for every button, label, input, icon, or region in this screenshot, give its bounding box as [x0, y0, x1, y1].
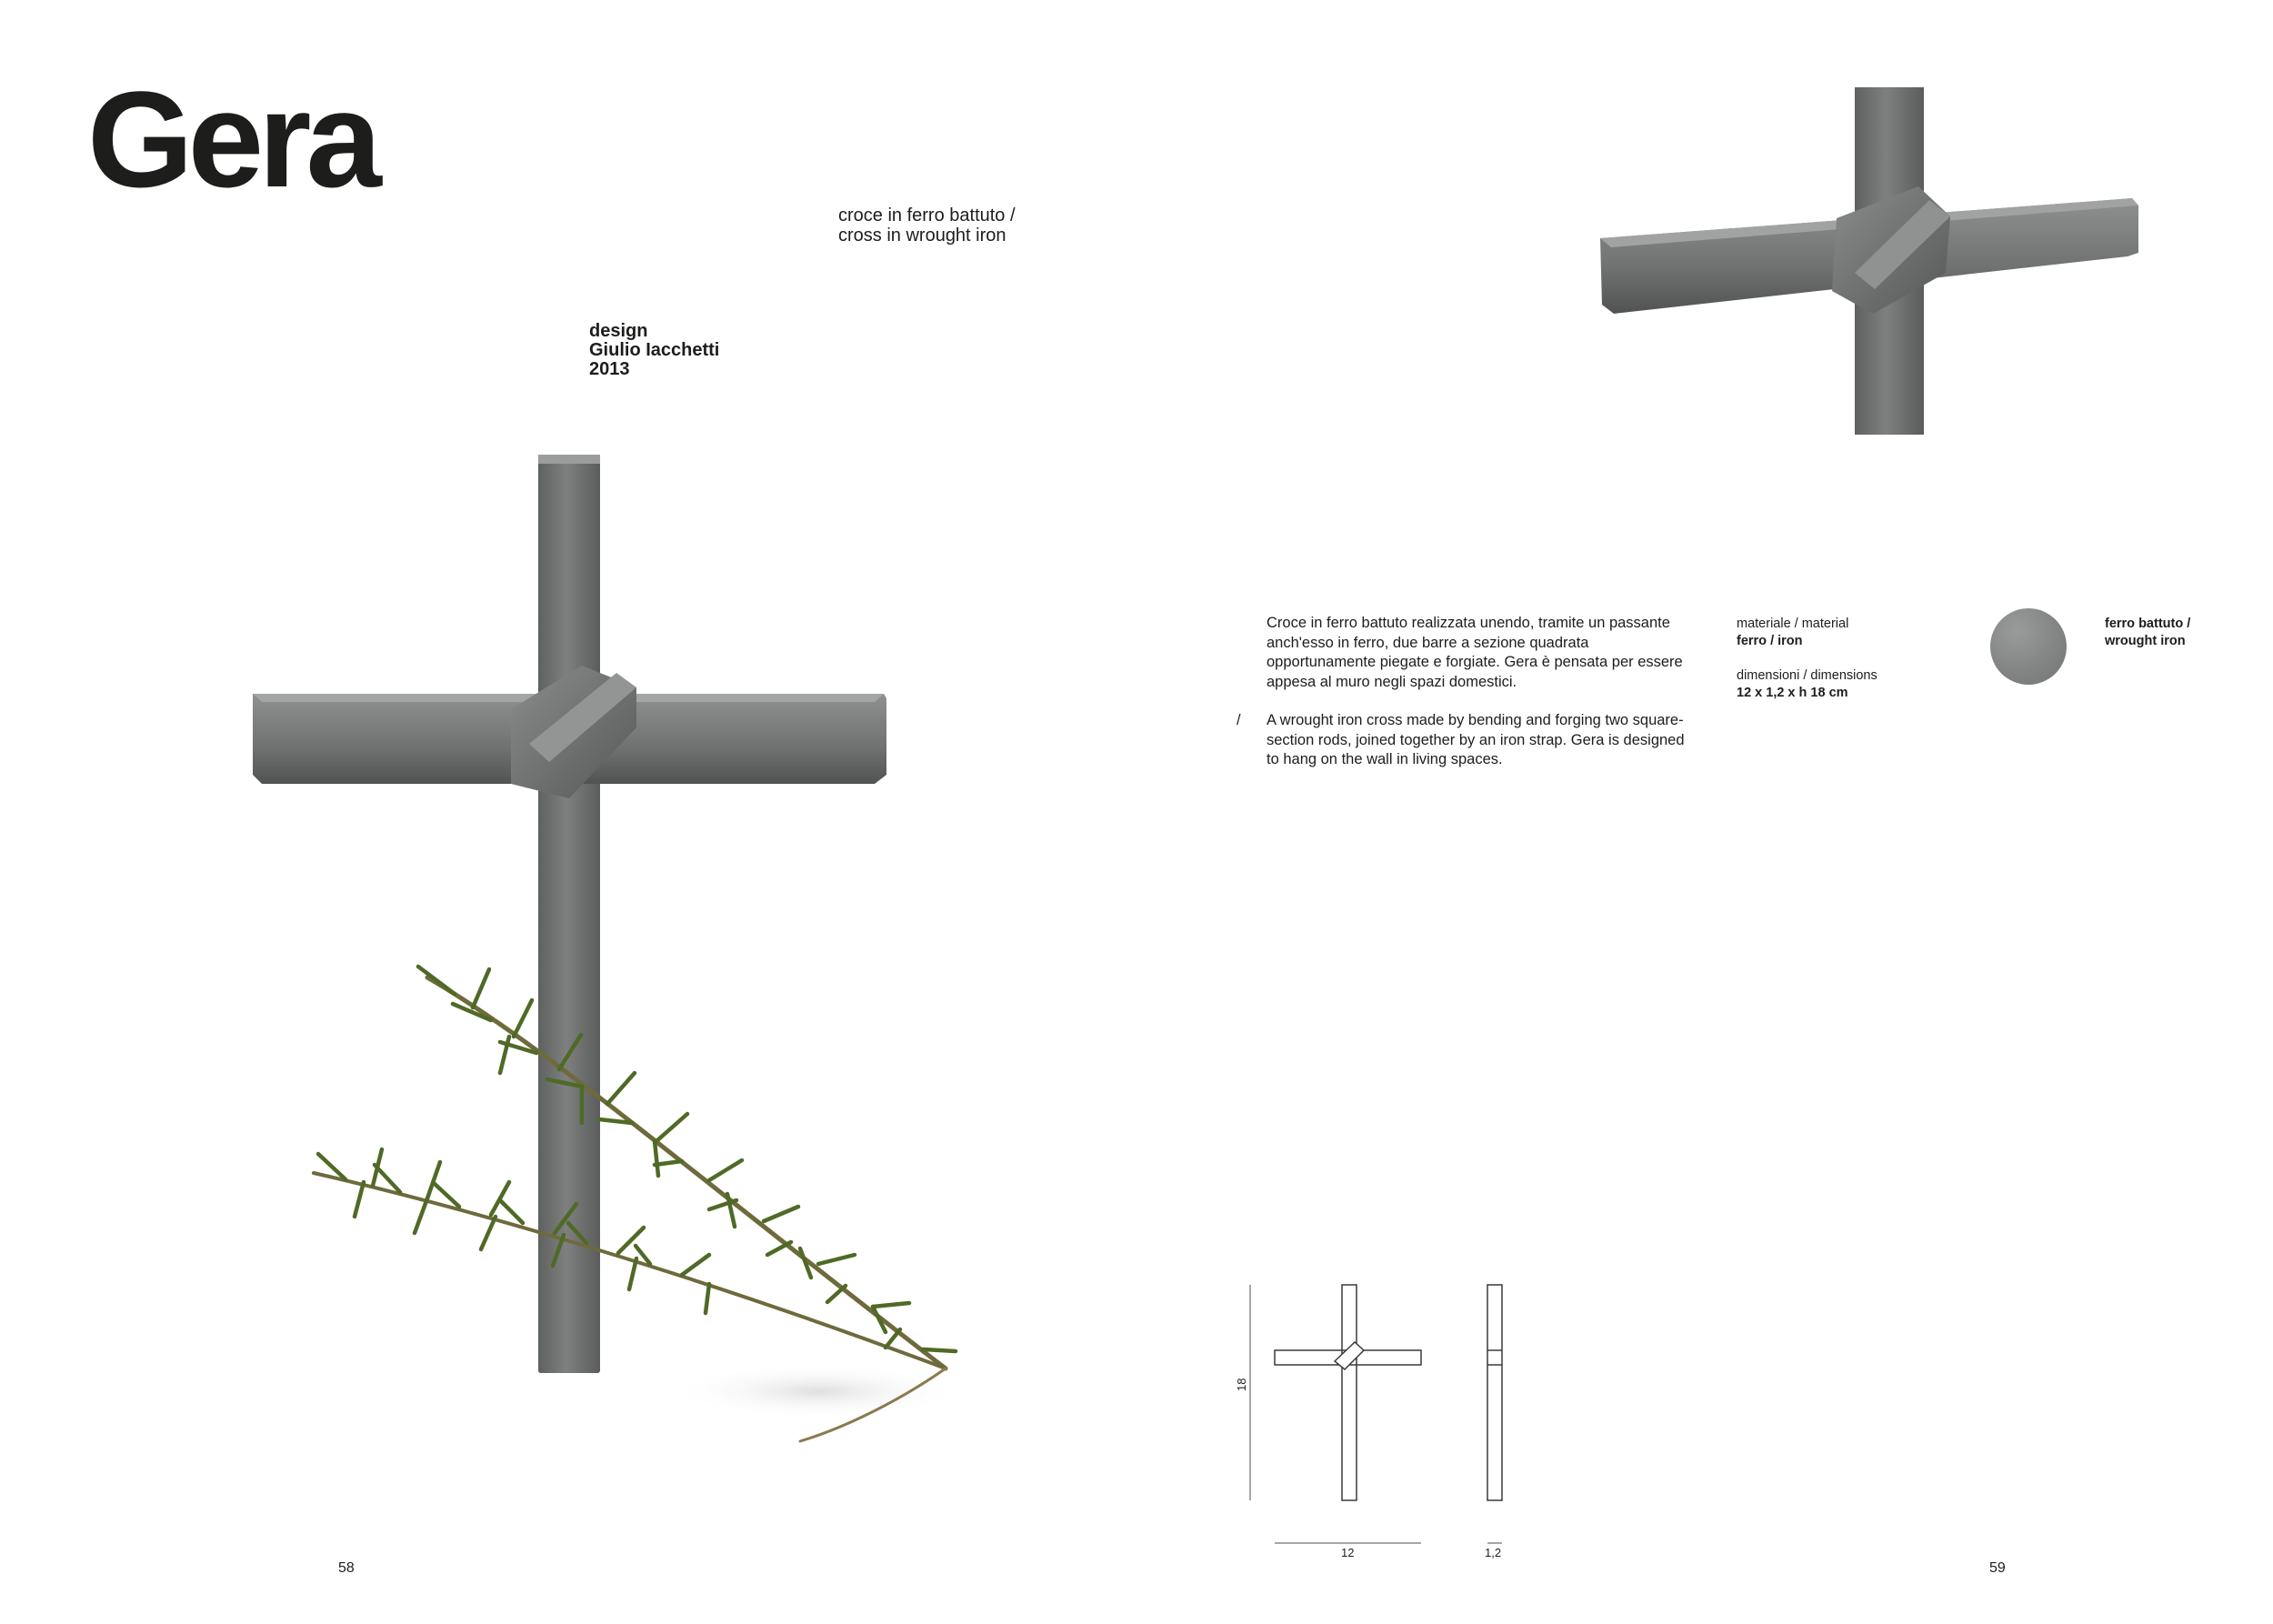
finish-label-italian: ferro battuto /: [2105, 617, 2191, 631]
drawing-height-label: 18: [1235, 1378, 1248, 1391]
finish-label: [2105, 616, 2190, 650]
subtitle-italian: croce in ferro battuto /: [838, 206, 1016, 226]
product-title: Gera: [87, 63, 376, 216]
cross-photo: [253, 455, 886, 1373]
design-credits: [589, 322, 719, 379]
material-value: ferro / iron: [1737, 634, 1803, 648]
product-subtitle: [838, 206, 1016, 246]
product-specs: [1737, 616, 1877, 702]
product-description: [1237, 614, 1685, 770]
subtitle-english: cross in wrought iron: [838, 226, 1006, 246]
dimensions-label: dimensioni / dimensions: [1737, 668, 1877, 683]
description-english-block: [1237, 711, 1685, 770]
design-year: 2013: [589, 359, 630, 379]
designer-name: Giulio Iacchetti: [589, 340, 720, 360]
rosemary-sprig: [314, 967, 964, 1441]
material-label: materiale / material: [1737, 617, 1849, 631]
drawing-width-label: 12: [1341, 1546, 1355, 1559]
finish-label-english: wrought iron: [2105, 634, 2186, 648]
dimensions-value: 12 x 1,2 x h 18 cm: [1737, 686, 1848, 700]
description-italian: Croce in ferro battuto realizzata unendo, tramite un passante anch'esso in ferro, due barre a sezione quadrata opportunamente piegate e forgiate. Gera è pensata per essere appesa al muro negli spazi domestici.: [1267, 615, 1683, 690]
page-number-left: 58: [338, 1560, 355, 1576]
cross-detail-photo: [1600, 87, 2138, 435]
language-separator: /: [1237, 712, 1241, 728]
technical-drawing: [1250, 1285, 1502, 1543]
finish-swatch: [1990, 608, 2067, 685]
page-number-right: 59: [1989, 1560, 2006, 1576]
credit-label: design: [589, 321, 648, 341]
description-english: A wrought iron cross made by bending and forging two square-section rods, joined together by an iron strap. Gera is designed to hang on the wall in living spaces.: [1267, 712, 1685, 767]
drawing-depth-label: 1,2: [1485, 1546, 1502, 1559]
